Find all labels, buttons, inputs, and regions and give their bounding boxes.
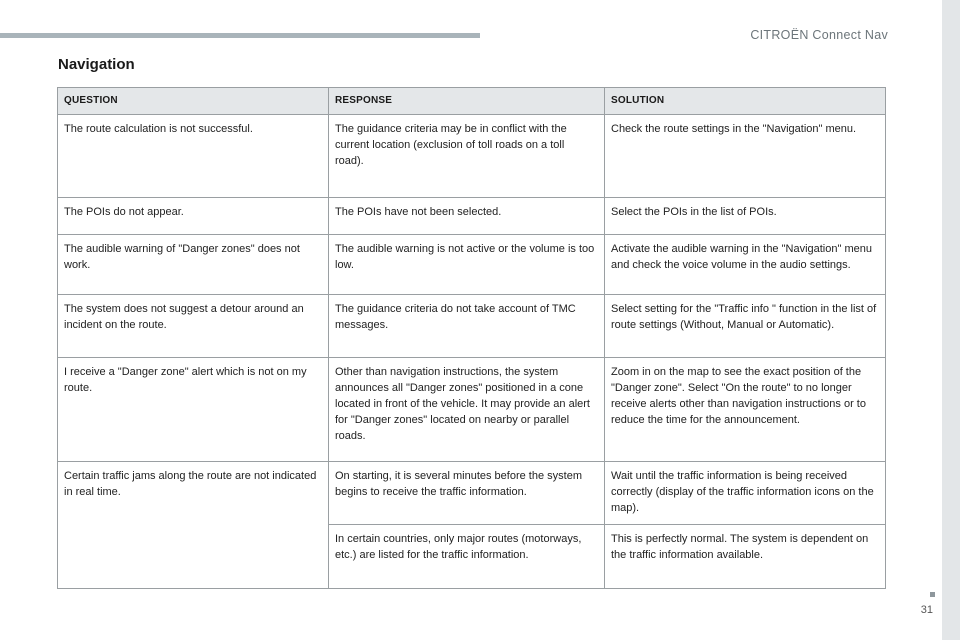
solution-cell: Select setting for the "Traffic info " function in the list of route settings (Without, Manual or Automatic).: [605, 295, 886, 358]
page-marker-dot: [930, 592, 935, 597]
response-cell: The guidance criteria may be in conflict with the current location (exclusion of toll roads on a toll road).: [329, 115, 605, 198]
table-row: [58, 198, 886, 235]
question-cell: The POIs do not appear.: [58, 198, 329, 235]
solution-cell: Wait until the traffic information is being received correctly (display of the traffic information icons on the map).: [605, 462, 886, 525]
table-row: [58, 358, 886, 462]
solution-cell: Check the route settings in the "Navigation" menu.: [605, 115, 886, 198]
header-solution: SOLUTION: [605, 88, 886, 115]
solution-cell: Activate the audible warning in the "Navigation" menu and check the voice volume in the audio settings.: [605, 235, 886, 295]
table-header-row: [58, 88, 886, 115]
side-strip: [942, 0, 960, 640]
response-cell: The POIs have not been selected.: [329, 198, 605, 235]
page-number: 31: [920, 604, 933, 616]
question-cell: The route calculation is not successful.: [58, 115, 329, 198]
table-row: [58, 235, 886, 295]
solution-cell: Zoom in on the map to see the exact position of the "Danger zone". Select "On the route" to no longer receive alerts other than navigation instructions or to reduce the time for the announcement.: [605, 358, 886, 462]
header-response: RESPONSE: [329, 88, 605, 115]
header-question: QUESTION: [58, 88, 329, 115]
response-cell: In certain countries, only major routes (motorways, etc.) are listed for the traffic information.: [329, 525, 605, 589]
table-row: [58, 115, 886, 198]
response-cell: The audible warning is not active or the volume is too low.: [329, 235, 605, 295]
response-cell: Other than navigation instructions, the system announces all "Danger zones" positioned in a cone located in front of the vehicle. It may provide an alert for "Danger zones" located on nearby or parallel roads.: [329, 358, 605, 462]
table-row: [58, 295, 886, 358]
section-title: Navigation: [58, 56, 135, 73]
header-rule: [0, 33, 480, 38]
faq-table: [57, 87, 886, 589]
question-cell: I receive a "Danger zone" alert which is not on my route.: [58, 358, 329, 462]
table-row: [58, 462, 886, 525]
response-cell: The guidance criteria do not take account of TMC messages.: [329, 295, 605, 358]
question-cell: The system does not suggest a detour around an incident on the route.: [58, 295, 329, 358]
question-cell: The audible warning of "Danger zones" does not work.: [58, 235, 329, 295]
question-cell: Certain traffic jams along the route are not indicated in real time.: [58, 462, 329, 589]
solution-cell: Select the POIs in the list of POIs.: [605, 198, 886, 235]
response-cell: On starting, it is several minutes before the system begins to receive the traffic information.: [329, 462, 605, 525]
brand-title: CITROËN Connect Nav: [750, 28, 888, 42]
solution-cell: This is perfectly normal. The system is dependent on the traffic information available.: [605, 525, 886, 589]
